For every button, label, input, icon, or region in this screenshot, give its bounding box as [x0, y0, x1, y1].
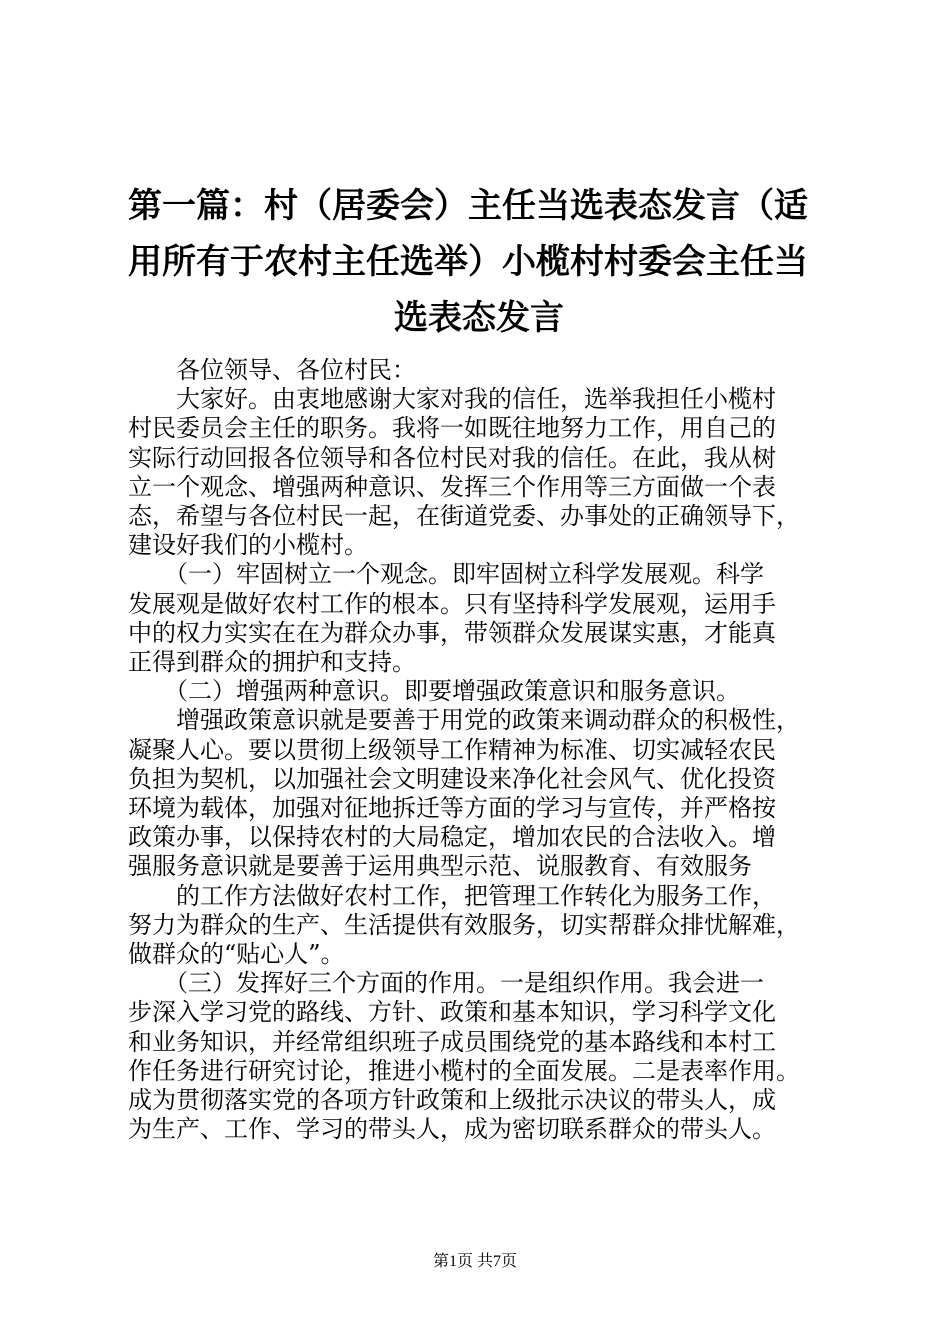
body-line: 增强政策意识就是要善于用党的政策来调动群众的积极性，: [128, 706, 800, 735]
body-line: 大家好。由衷地感谢大家对我的信任，选举我担任小榄村: [128, 385, 776, 414]
body-line: 作任务进行研究讨论，推进小榄村的全面发展。二是表率作用。: [128, 1056, 800, 1085]
document-body: [128, 356, 833, 1144]
body-line: 为生产、工作、学习的带头人，成为密切联系群众的带头人。: [128, 1115, 776, 1144]
body-line: 凝聚人心。要以贯彻上级领导工作精神为标准、切实减轻农民: [128, 735, 776, 764]
body-line: 各位领导、各位村民：: [128, 356, 416, 384]
body-line: 做群众的“贴心人”。: [128, 940, 345, 969]
body-line: 负担为契机，以加强社会文明建设来净化社会风气、优化投资: [128, 764, 776, 793]
body-line: 实际行动回报各位领导和各位村民对我的信任。在此，我从树: [128, 443, 776, 472]
document-title: [128, 178, 830, 346]
body-line: 强服务意识就是要善于运用典型示范、说服教育、有效服务: [128, 852, 752, 881]
body-line: 正得到群众的拥护和支持。: [128, 648, 416, 677]
body-line: （三）发挥好三个方面的作用。一是组织作用。我会进一: [128, 969, 764, 998]
body-line: 发展观是做好农村工作的根本。只有坚持科学发展观，运用手: [128, 589, 776, 618]
body-line: 的工作方法做好农村工作，把管理工作转化为服务工作，: [128, 881, 776, 910]
body-line: 成为贯彻落实党的各项方针政策和上级批示决议的带头人，成: [128, 1086, 776, 1115]
body-line: 环境为载体，加强对征地拆迁等方面的学习与宣传，并严格按: [128, 794, 776, 823]
page-number: 第1页 共7页: [432, 1253, 517, 1270]
body-line: 努力为群众的生产、生活提供有效服务，切实帮群众排忧解难，: [128, 910, 800, 939]
title-line: 第一篇：村（居委会）主任当选表态发言（适: [128, 186, 808, 226]
body-line: 步深入学习党的路线、方针、政策和基本知识，学习科学文化: [128, 998, 776, 1027]
body-line: 建设好我们的小榄村。: [128, 531, 368, 560]
body-line: 政策办事，以保持农村的大局稳定，增加农民的合法收入。增: [128, 823, 776, 852]
body-line: （二）增强两种意识。即要增强政策意识和服务意识。: [128, 677, 740, 706]
body-line: 态，希望与各位村民一起，在街道党委、办事处的正确领导下，: [128, 502, 800, 531]
title-line: 选表态发言: [394, 298, 564, 338]
body-line: 立一个观念、增强两种意识、发挥三个作用等三方面做一个表: [128, 472, 776, 501]
body-line: 中的权力实实在在为群众办事，带领群众发展谋实惠，才能真: [128, 618, 776, 647]
title-line: 用所有于农村主任选举）小榄村村委会主任当: [128, 242, 808, 282]
body-line: 和业务知识，并经常组织班子成员围绕党的基本路线和本村工: [128, 1027, 776, 1056]
body-line: （一）牢固树立一个观念。即牢固树立科学发展观。科学: [128, 560, 764, 589]
body-line: 村民委员会主任的职务。我将一如既往地努力工作，用自己的: [128, 414, 776, 443]
